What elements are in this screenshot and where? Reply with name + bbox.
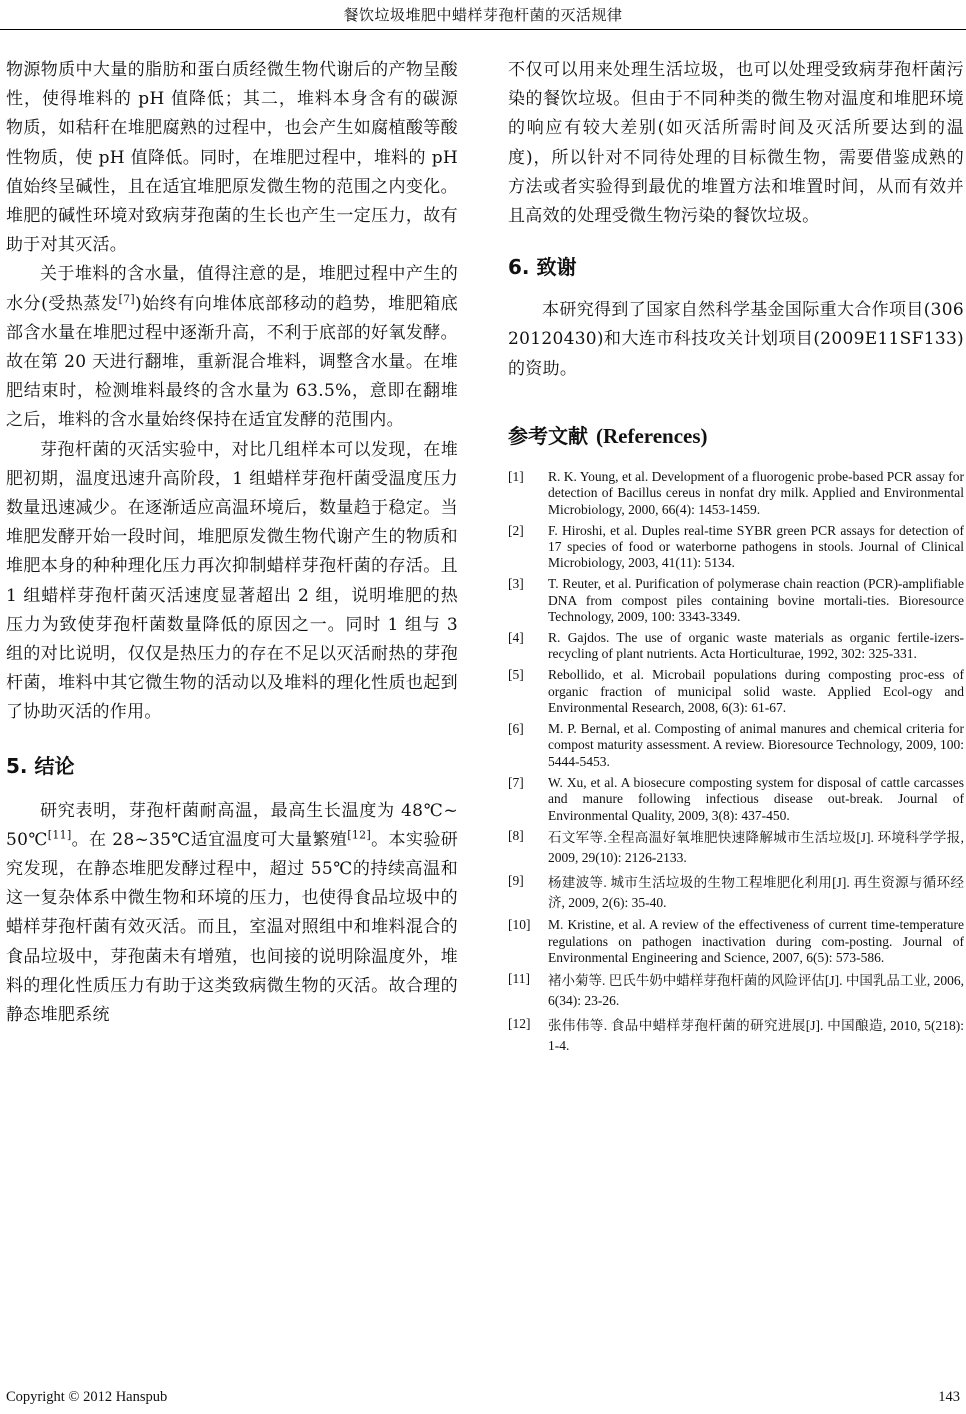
citation-ref: [12] — [347, 828, 372, 842]
reference-text: F. Hiroshi, et al. Duples real-time SYBR green PCR assays for detection of 17 species of food or waterborne pathogens in stools. Journal of Clinical Microbiology, 2003, 41(11): 5134. — [548, 522, 964, 571]
reference-number: [4] — [508, 629, 524, 645]
citation-ref: [11] — [47, 828, 72, 842]
references-heading-en: (References) — [596, 423, 708, 448]
references-heading-cn: 参考文献 — [508, 423, 588, 448]
paragraph-text: 研究表明，芽孢杆菌耐高温，最高生长温度为 48℃~50℃ — [6, 800, 458, 850]
reference-list — [508, 469, 964, 1056]
reference-number: [5] — [508, 667, 524, 683]
reference-text: R. Gajdos. The use of organic waste materials as organic fertile-izers-recycling of plant nutrients. Acta Horticulturae, 1992, 302: 325-331. — [548, 629, 964, 662]
reference-item — [508, 469, 964, 518]
paragraph-text: 关于堆料的含水量，值得注意的是，堆肥过程中产生的水分(受热蒸发 — [6, 264, 458, 314]
reference-text: 石文军等.全程高温好氧堆肥快速降解城市生活垃圾[J]. 环境科学学报, 2009, 29(10): 2126-2133. — [548, 830, 964, 866]
paragraph: 不仅可以用来处理生活垃圾，也可以处理受致病芽孢杆菌污染的餐饮垃圾。但由于不同种类的微生物对温度和堆肥环境的响应有较大差别(如灭活所需时间及灭活所要达到的温度)，所以针对不同待处理的目标微生物，需要借鉴成熟的方法或者实验得到最优的堆置方法和堆置时间，从而有效并且高效的处理受微生物污染的餐饮垃圾。 — [508, 60, 964, 227]
citation-ref: [7] — [118, 291, 136, 305]
left-column — [6, 56, 458, 1030]
reference-item — [508, 1016, 964, 1056]
reference-item — [508, 873, 964, 913]
paragraph — [6, 260, 458, 435]
reference-text: M. Kristine, et al. A review of the effectiveness of current time-temperature regulations on pathogen inactivation during com-posting. Journal of Environmental Engineering and Science, 2007, 6(5): 573-586. — [548, 917, 964, 966]
paragraph-text: 。本实验研究发现，在静态堆肥发酵过程中，超过 55℃的持续高温和这一复杂体系中微生物和环境的压力，也使得食品垃圾中的蜡样芽孢杆菌有效灭活。而且，室温对照组中和堆料混合的食品垃圾中，芽孢菌未有增殖，也间接的说明除温度外，堆料的理化性质压力有助于这类致病微生物的灭活。故合理的静态堆肥系统 — [6, 829, 459, 1026]
reference-text: T. Reuter, et al. Purification of polymerase chain reaction (PCR)-amplifiable DNA from compost piles containing bovine mortali-ties. Bioresource Technology, 2009, 100: 3343-3349. — [548, 576, 964, 625]
paragraph — [6, 797, 458, 1031]
reference-number: [11] — [508, 971, 530, 987]
page-number: 143 — [938, 1389, 960, 1405]
reference-number: [12] — [508, 1015, 531, 1031]
section-heading-references — [508, 420, 964, 449]
section-heading-acknowledgement: 6. 致谢 — [508, 255, 577, 280]
reference-number: [2] — [508, 522, 524, 538]
running-head: 餐饮垃圾堆肥中蜡样芽孢杆菌的灭活规律 — [343, 6, 623, 24]
reference-text: 张伟伟等. 食品中蜡样芽孢杆菌的研究进展[J]. 中国酿造, 2010, 5(218): 1-4. — [548, 1017, 964, 1053]
reference-text: 杨建波等. 城市生活垃圾的生物工程堆肥化利用[J]. 再生资源与循环经济, 2009, 2(6): 35-40. — [548, 874, 964, 910]
reference-item — [508, 828, 964, 868]
reference-text: W. Xu, et al. A biosecure composting system for disposal of cattle carcasses and manure following infectious disease out-break. Journal of Environmental Quality, 2009, 3(8): 437-450. — [548, 774, 964, 823]
section-heading-conclusion: 5. 结论 — [6, 753, 75, 778]
reference-item — [508, 917, 964, 966]
acknowledgement-text: 本研究得到了国家自然科学基金国际重大合作项目(30620120430)和大连市科技攻关计划项目(2009E11SF133)的资助。 — [508, 300, 964, 379]
reference-number: [6] — [508, 721, 524, 737]
reference-number: [1] — [508, 468, 524, 484]
paragraph: 物源物质中大量的脂肪和蛋白质经微生物代谢后的产物呈酸性，使得堆料的 pH 值降低；其二，堆料本身含有的碳源物质，如秸秆在堆肥腐熟的过程中，也会产生如腐植酸等酸性物质，使 pH 值降低。同时，在堆肥过程中，堆料的 pH 值始终呈碱性，且在适宜堆肥原发微生物的范围之内变化。堆肥的碱性环境对致病芽孢菌的生长也产生一定压力，故有助于对其灭活。 — [6, 60, 458, 256]
reference-item — [508, 576, 964, 625]
reference-number: [9] — [508, 872, 524, 888]
reference-item — [508, 721, 964, 770]
reference-item — [508, 523, 964, 572]
paragraph-text: )始终有向堆体底部移动的趋势，堆肥箱底部含水量在堆肥过程中逐渐升高，不利于底部的好氧发酵。故在第 20 天进行翻堆，重新混合堆料，调整含水量。在堆肥结束时，检测堆料最终的含水量为 63.5%，意即在翻堆之后，堆料的含水量始终保持在适宜发酵的范围内。 — [6, 293, 458, 431]
reference-text: M. P. Bernal, et al. Composting of animal manures and chemical criteria for compost maturity assessment. A review. Bioresource Technology, 2009, 100: 5444-5453. — [548, 721, 964, 769]
reference-number: [3] — [508, 576, 524, 592]
reference-text: R. K. Young, et al. Development of a fluorogenic probe-based PCR assay for detection of Bacillus cereus in nonfat dry milk. Applied and Environmental Microbiology, 2000, 66(4): 1453-1459. — [548, 468, 964, 517]
reference-item — [508, 775, 964, 824]
reference-item — [508, 971, 964, 1011]
paragraph-text: 。在 28~35℃适宜温度可大量繁殖 — [71, 829, 348, 850]
right-column — [508, 56, 964, 1060]
header-rule — [0, 29, 966, 30]
reference-number: [8] — [508, 828, 524, 844]
footer-copyright: Copyright © 2012 Hanspub — [6, 1389, 168, 1405]
reference-item — [508, 667, 964, 716]
reference-text: 褚小菊等. 巴氏牛奶中蜡样芽孢杆菌的风险评估[J]. 中国乳品工业, 2006, 6(34): 23-26. — [548, 973, 964, 1009]
paragraph: 芽孢杆菌的灭活实验中，对比几组样本可以发现，在堆肥初期，温度迅速升高阶段，1 组蜡样芽孢杆菌受温度压力数量迅速减少。在逐渐适应高温环境后，数量趋于稳定。当堆肥发酵开始一段时间，堆肥原发微生物代谢产生的物质和堆肥本身的种种理化压力再次抑制蜡样芽孢杆菌的存活。且 1 组蜡样芽孢杆菌灭活速度显著超出 2 组，说明堆肥的热压力为致使芽孢杆菌数量降低的原因之一。同时 1 组与 3 组的对比说明，仅仅是热压力的存在不足以灭活耐热的芽孢杆菌，堆料中其它微生物的活动以及堆料的理化性质也起到了协助灭活的作用。 — [6, 439, 458, 723]
reference-text: Rebollido, et al. Microbail populations during composting proc-ess of organic fraction of municipal solid waste. Applied Ecol-ogy and Environmental Research, 2008, 6(3): 61-67. — [548, 667, 964, 716]
reference-number: [7] — [508, 774, 524, 790]
reference-item — [508, 630, 964, 663]
reference-number: [10] — [508, 917, 531, 933]
